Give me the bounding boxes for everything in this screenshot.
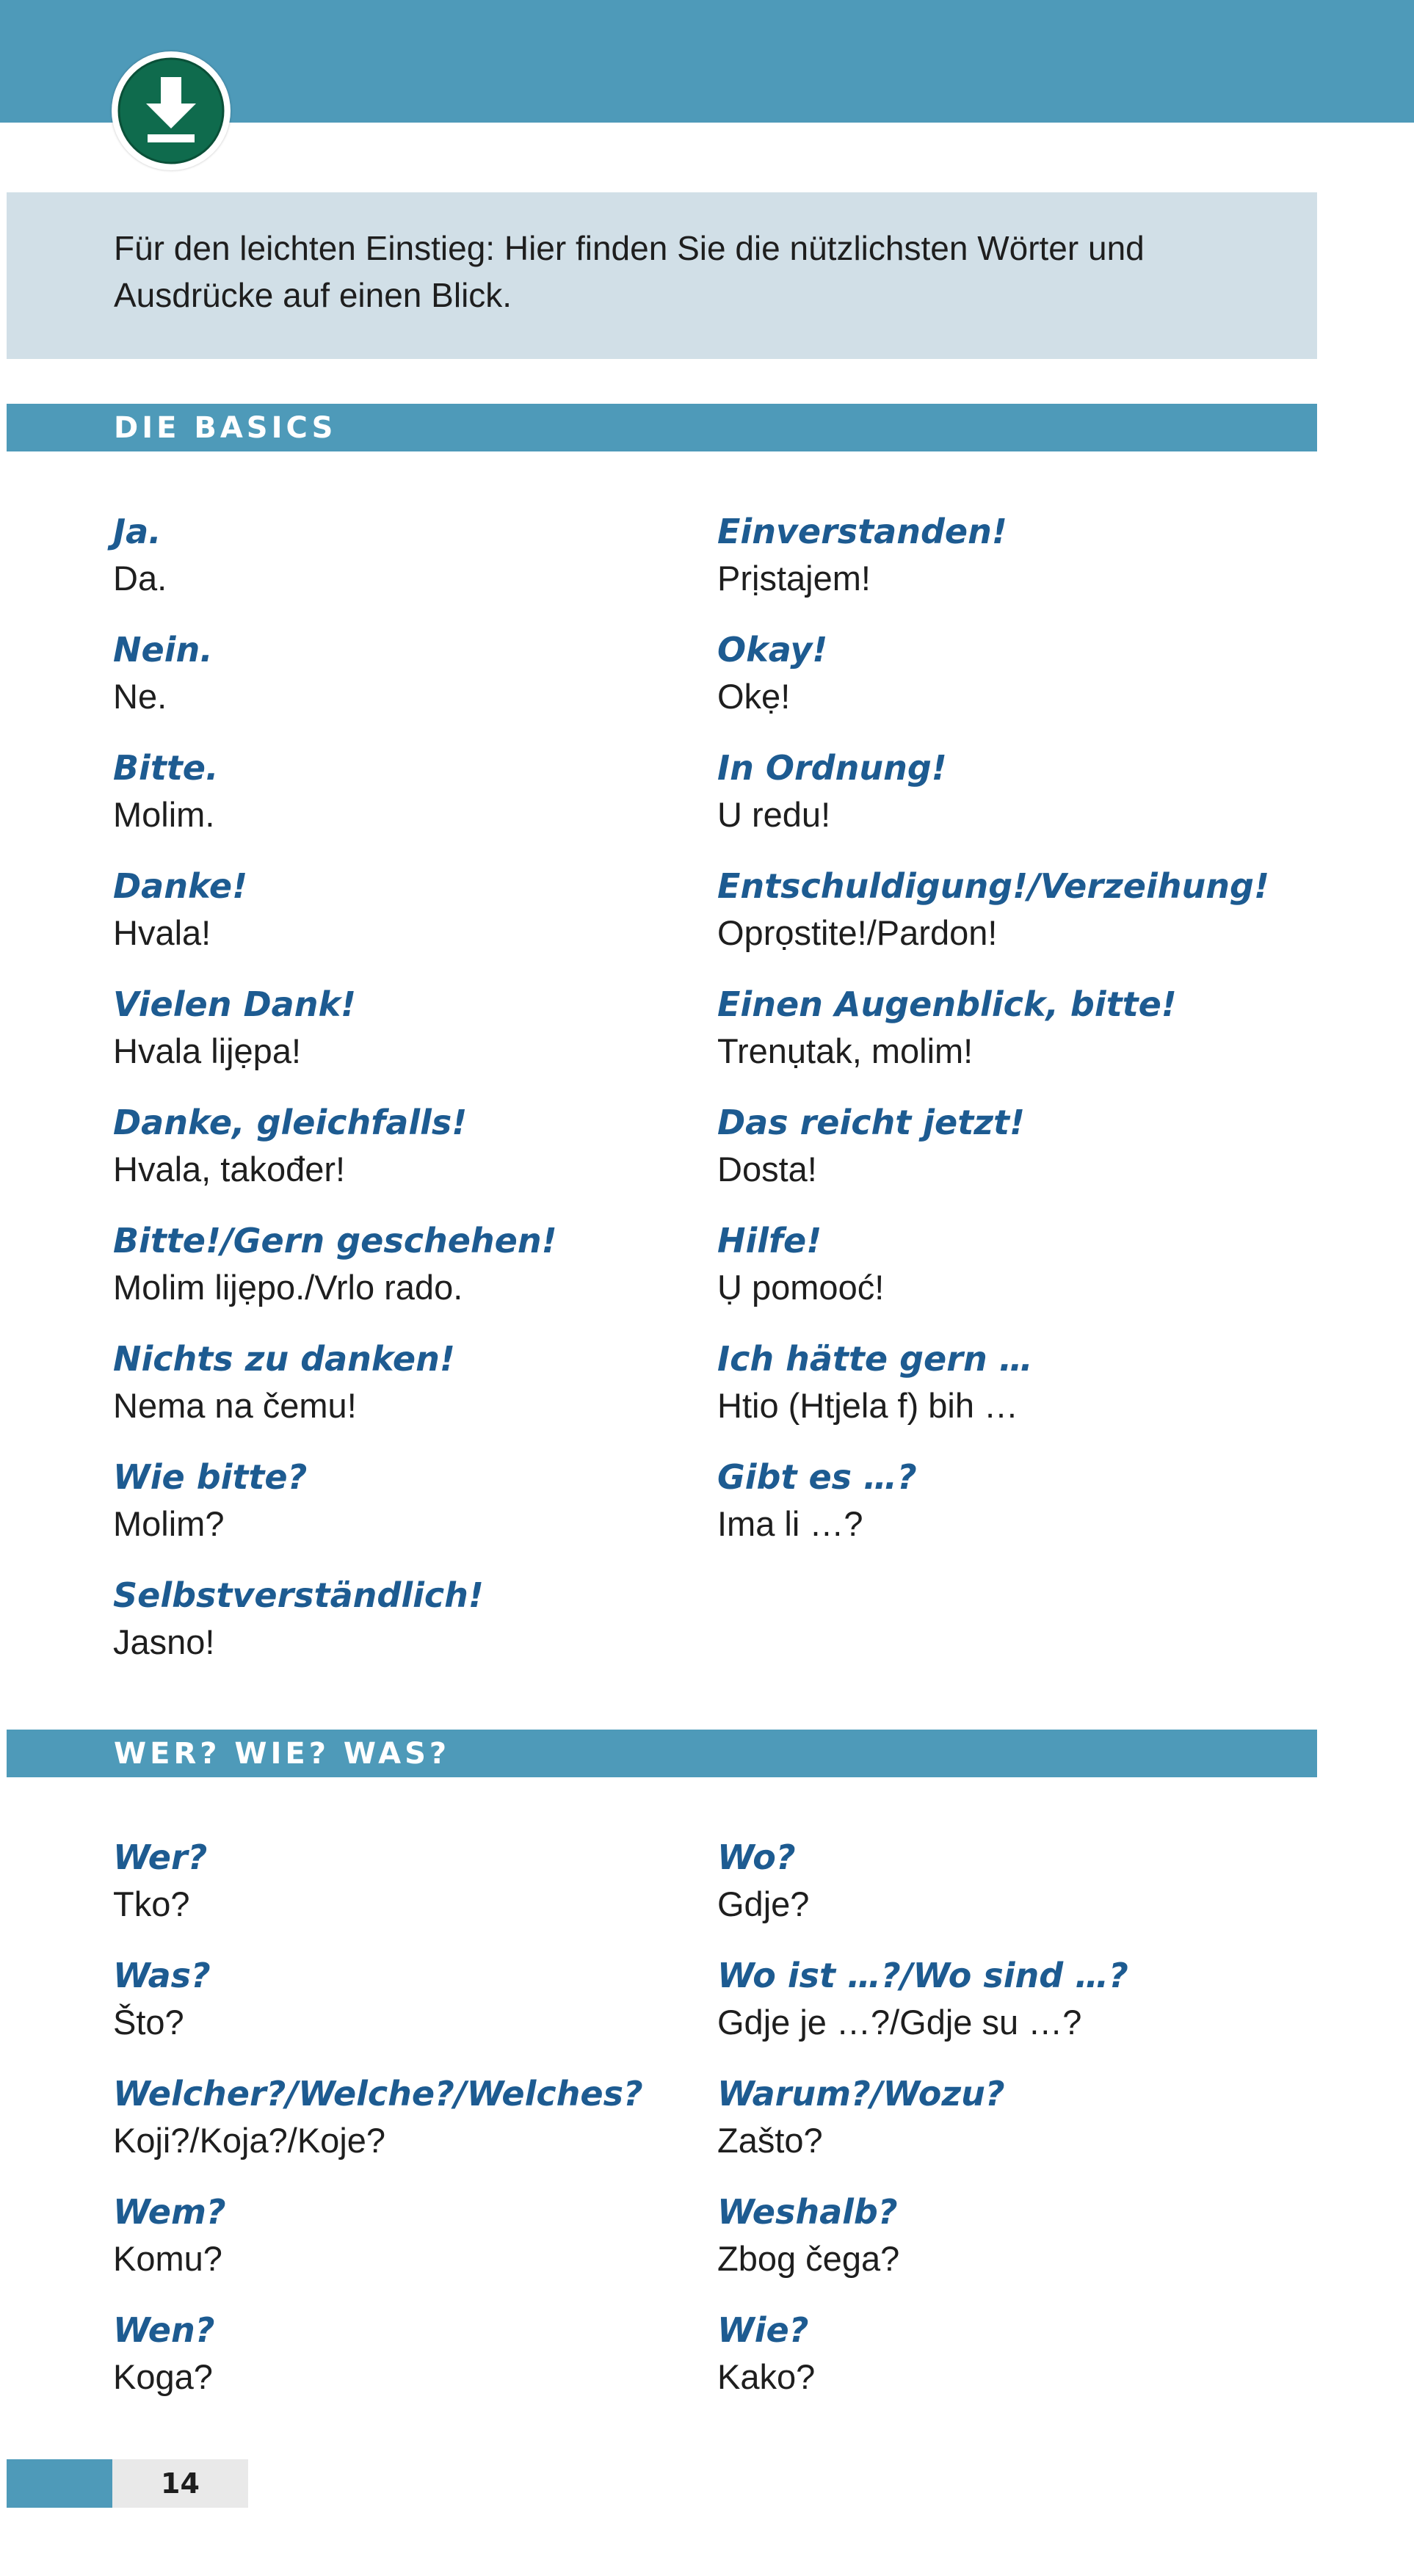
phrase-croatian: Komu? [113, 2239, 222, 2278]
phrase-german: Gibt es …? [717, 1457, 917, 1497]
phrase-croatian: Prịstajem! [717, 559, 871, 598]
phrase-croatian: Kako? [717, 2357, 816, 2396]
phrase-german: Okay! [717, 630, 828, 670]
phrase-entry [717, 981, 1319, 1075]
phrase-german: Das reicht jetzt! [717, 1103, 1025, 1142]
phrase-entry [113, 863, 715, 957]
phrase-german: Nein. [113, 630, 213, 670]
phrase-german: Einverstanden! [717, 512, 1007, 551]
phrase-entry [717, 2307, 1319, 2401]
phrase-german: Wo ist …?/Wo sind …? [717, 1956, 1128, 1995]
phrase-croatian: Htio (Htjela f) bih … [717, 1386, 1019, 1425]
phrase-croatian: Zbog čega? [717, 2239, 900, 2278]
phrase-german: Nichts zu danken! [113, 1339, 455, 1379]
phrase-german: Was? [113, 1956, 211, 1995]
phrase-croatian: Gdje je …?/Gdje su …? [717, 2003, 1082, 2042]
phrase-entry [113, 1952, 715, 2046]
phrase-entry [113, 2188, 715, 2282]
phrase-german: Danke! [113, 866, 248, 906]
phrase-german: Wie bitte? [113, 1457, 308, 1497]
phrase-entry [113, 1335, 715, 1429]
intro-text: Für den leichten Einstieg: Hier finden Sie die nützlichsten Wörter und Ausdrücke auf einen Blick. [114, 229, 1145, 314]
phrase-german: Einen Augenblick, bitte! [717, 984, 1177, 1024]
phrase-croatian: Ụ pomooć! [717, 1268, 885, 1307]
phrase-german: Hilfe! [717, 1221, 822, 1260]
phrase-croatian: Molim. [113, 795, 215, 834]
phrase-croatian: Gdje? [717, 1884, 810, 1923]
phrase-croatian: Koga? [113, 2357, 213, 2396]
phrase-german: Selbstverständlich! [113, 1575, 484, 1615]
phrase-croatian: Trenụtak, molim! [717, 1031, 974, 1070]
phrase-entry [113, 2070, 715, 2164]
phrase-entry [113, 1572, 715, 1666]
phrase-entry [717, 1834, 1319, 1928]
phrase-entry [717, 1099, 1319, 1193]
phrase-german: In Ordnung! [717, 748, 947, 788]
phrase-entry [113, 1834, 715, 1928]
phrase-croatian: Molim? [113, 1504, 225, 1543]
phrase-croatian: Zašto? [717, 2121, 823, 2160]
phrase-entry [717, 1217, 1319, 1311]
phrase-german: Wer? [113, 1837, 208, 1877]
phrase-german: Wen? [113, 2310, 215, 2350]
phrase-croatian: Hvala! [113, 913, 211, 952]
phrase-german: Ich hätte gern … [717, 1339, 1033, 1379]
phrase-german: Bitte. [113, 748, 219, 788]
download-icon [112, 51, 231, 170]
phrase-entry [113, 2307, 715, 2401]
phrase-croatian: Okẹ! [717, 677, 791, 716]
phrase-croatian: Jasno! [113, 1622, 215, 1661]
phrase-entry [113, 1454, 715, 1548]
phrase-entry [113, 981, 715, 1075]
phrase-german: Danke, gleichfalls! [113, 1103, 468, 1142]
phrase-german: Weshalb? [717, 2192, 898, 2232]
phrase-croatian: Ne. [113, 677, 167, 716]
phrase-german: Vielen Dank! [113, 984, 357, 1024]
phrase-croatian: U redu! [717, 795, 831, 834]
phrase-entry [717, 1454, 1319, 1548]
phrase-entry [717, 2188, 1319, 2282]
phrase-entry [113, 508, 715, 602]
section-title: WER? WIE? WAS? [114, 1737, 451, 1771]
phrase-german: Entschuldigung!/Verzeihung! [717, 866, 1269, 906]
download-arrow-icon [117, 57, 225, 165]
page-number-box [112, 2459, 248, 2508]
phrase-entry [717, 508, 1319, 602]
section-header-questions [7, 1730, 1317, 1777]
phrase-croatian: Ima li …? [717, 1504, 863, 1543]
phrase-croatian: Molim lijẹpo./Vrlo rado. [113, 1268, 463, 1307]
section-title: DIE BASICS [114, 411, 337, 445]
page-number: 14 [161, 2467, 200, 2500]
phrase-entry [717, 1335, 1319, 1429]
phrase-german: Ja. [113, 512, 162, 551]
phrase-croatian: Što? [113, 2003, 184, 2042]
phrase-entry [113, 1099, 715, 1193]
footer-accent-bar [7, 2459, 112, 2508]
phrase-entry [113, 1217, 715, 1311]
phrase-croatian: Hvala, također! [113, 1150, 346, 1189]
phrase-croatian: Dosta! [717, 1150, 817, 1189]
phrase-entry [717, 626, 1319, 720]
phrase-entry [113, 744, 715, 838]
phrase-croatian: Hvala lijẹpa! [113, 1031, 302, 1070]
phrase-croatian: Oprọstite!/Pardon! [717, 913, 998, 952]
section-header-basics [7, 404, 1317, 451]
phrase-german: Warum?/Wozu? [717, 2074, 1005, 2114]
phrase-croatian: Nema na čemu! [113, 1386, 357, 1425]
phrase-croatian: Koji?/Koja?/Koje? [113, 2121, 386, 2160]
phrase-entry [717, 2070, 1319, 2164]
phrase-entry [717, 863, 1319, 957]
phrase-german: Welcher?/Welche?/Welches? [113, 2074, 643, 2114]
phrase-croatian: Tko? [113, 1884, 190, 1923]
phrase-croatian: Da. [113, 559, 167, 598]
phrase-german: Wem? [113, 2192, 226, 2232]
phrase-entry [717, 1952, 1319, 2046]
phrase-entry [717, 744, 1319, 838]
phrase-german: Wo? [717, 1837, 796, 1877]
phrase-entry [113, 626, 715, 720]
phrase-german: Bitte!/Gern geschehen! [113, 1221, 557, 1260]
intro-box [7, 192, 1317, 359]
phrase-german: Wie? [717, 2310, 809, 2350]
